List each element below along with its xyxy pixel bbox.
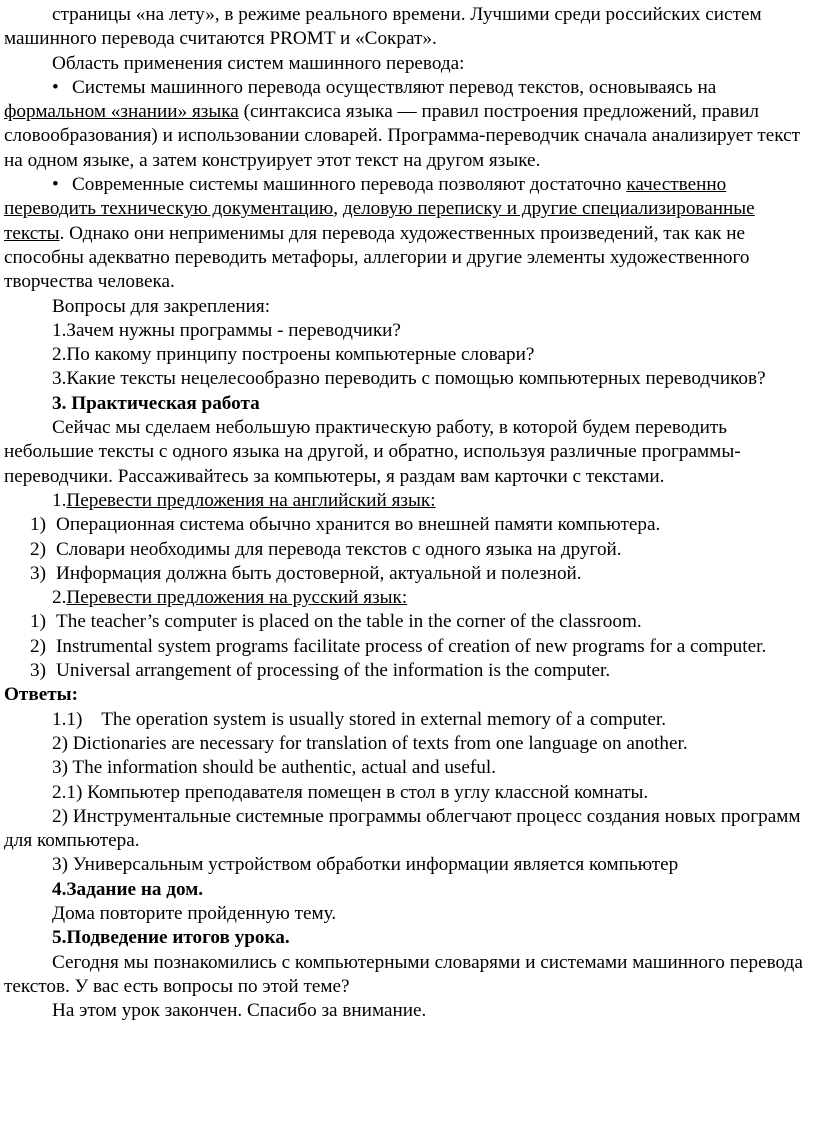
closing-line: На этом урок закончен. Спасибо за внимание.: [52, 1000, 427, 1022]
task-number: 1.: [52, 489, 67, 511]
section-3-text: Сейчас мы сделаем небольшую практическую работу, в которой будем переводить небольшие тексты с одного языка на другой, и обратно, используя различные программы-переводчики. Рассаживайтесь за компьютеры, я раздам вам карточки с текстами.: [4, 417, 741, 487]
list-number: 2): [30, 635, 46, 657]
answer-item: 3) Универсальным устройством обработки информации является компьютер: [52, 854, 679, 876]
bullet-item-2: [4, 173, 810, 294]
task-2-heading: [4, 586, 810, 610]
underlined-term: деловую переписку и другие специализированные тексты: [4, 198, 755, 244]
list-text: Instrumental system programs facilitate process of creation of new programs for a computer.: [56, 635, 767, 657]
bullet-item-1: [4, 76, 810, 173]
section-5-text: Сегодня мы познакомились с компьютерными словарями и системами машинного перевода текстов. У вас есть вопросы по этой теме?: [4, 951, 803, 997]
underlined-term: качественно переводить техническую документацию: [4, 174, 727, 220]
section-4-heading: 4.Задание на дом.: [52, 878, 204, 900]
list-text: Информация должна быть достоверной, актуальной и полезной.: [56, 562, 582, 584]
task-title: Перевести предложения на английский язык:: [66, 489, 436, 511]
list-text: The teacher’s computer is placed on the table in the corner of the classroom.: [56, 611, 642, 633]
section-3-heading: 3. Практическая работа: [52, 392, 260, 414]
list-item: [4, 635, 810, 659]
task-1-heading: [4, 489, 810, 513]
questions-title: Вопросы для закрепления:: [52, 295, 271, 317]
list-number: 1): [30, 611, 46, 633]
list-item: [4, 513, 810, 537]
underlined-term: формальном «знании» языка: [4, 101, 239, 123]
answer-item: 2) Инструментальные системные программы облегчают процесс создания новых программ для компьютера.: [4, 805, 801, 852]
answers-heading: Ответы:: [4, 684, 79, 706]
answer-item: 2) Dictionaries are necessary for translation of texts from one language on another.: [52, 732, 688, 754]
bullet-text: Системы машинного перевода осуществляют перевод текстов, основываясь на: [72, 76, 717, 98]
answer-item: 3) The information should be authentic, actual and useful.: [52, 757, 497, 779]
list-text: Словари необходимы для перевода текстов с одного языка на другой.: [56, 538, 622, 560]
answer-item: 1.1) The operation system is usually stored in external memory of a computer.: [52, 708, 667, 730]
list-number: 2): [30, 538, 46, 560]
list-item: [4, 562, 810, 586]
section-4-text: Дома повторите пройденную тему.: [52, 902, 337, 924]
list-item: [4, 610, 810, 634]
bullet-marker: •: [52, 174, 59, 196]
section-5-heading: 5.Подведение итогов урока.: [52, 927, 290, 949]
task-title: Перевести предложения на русский язык:: [66, 587, 408, 609]
list-text: Операционная система обычно хранится во внешней памяти компьютера.: [56, 514, 661, 536]
list-number: 3): [30, 562, 46, 584]
task-number: 2.: [52, 587, 67, 609]
list-number: 3): [30, 660, 46, 682]
list-item: [4, 659, 810, 683]
bullet-text: Современные системы машинного перевода позволяют достаточно: [72, 174, 627, 196]
list-number: 1): [30, 514, 46, 536]
answer-item: 2.1) Компьютер преподавателя помещен в стол в углу классной комнаты.: [52, 781, 649, 803]
bullet-text: . Однако они неприменимы для перевода художественных произведений, так как не способны адекватно переводить метафоры, аллегории и другие элементы художественного творчества человека.: [4, 222, 750, 293]
paragraph-scope: Область применения систем машинного перевода:: [52, 52, 465, 74]
list-text: Universal arrangement of processing of the information is the computer.: [56, 660, 611, 682]
bullet-text: (синтаксиса языка — правил построения предложений, правил словообразования) и использовании словарей. Программа-переводчик сначала анализирует текст на одном языке, а затем конструирует этот текст на другом языке.: [4, 101, 801, 171]
paragraph-intro: страницы «на лету», в режиме реального времени. Лучшими среди российских систем машинного перевода считаются PROMT и «Сократ».: [4, 4, 762, 50]
question-item: 2.По какому принципу построены компьютерные словари?: [52, 344, 535, 366]
list-item: [4, 538, 810, 562]
question-item: 1.Зачем нужны программы - переводчики?: [52, 319, 401, 341]
question-item: 3.Какие тексты нецелесообразно переводить с помощью компьютерных переводчиков?: [52, 368, 766, 390]
bullet-marker: •: [52, 76, 59, 98]
bullet-text: ,: [333, 198, 343, 220]
